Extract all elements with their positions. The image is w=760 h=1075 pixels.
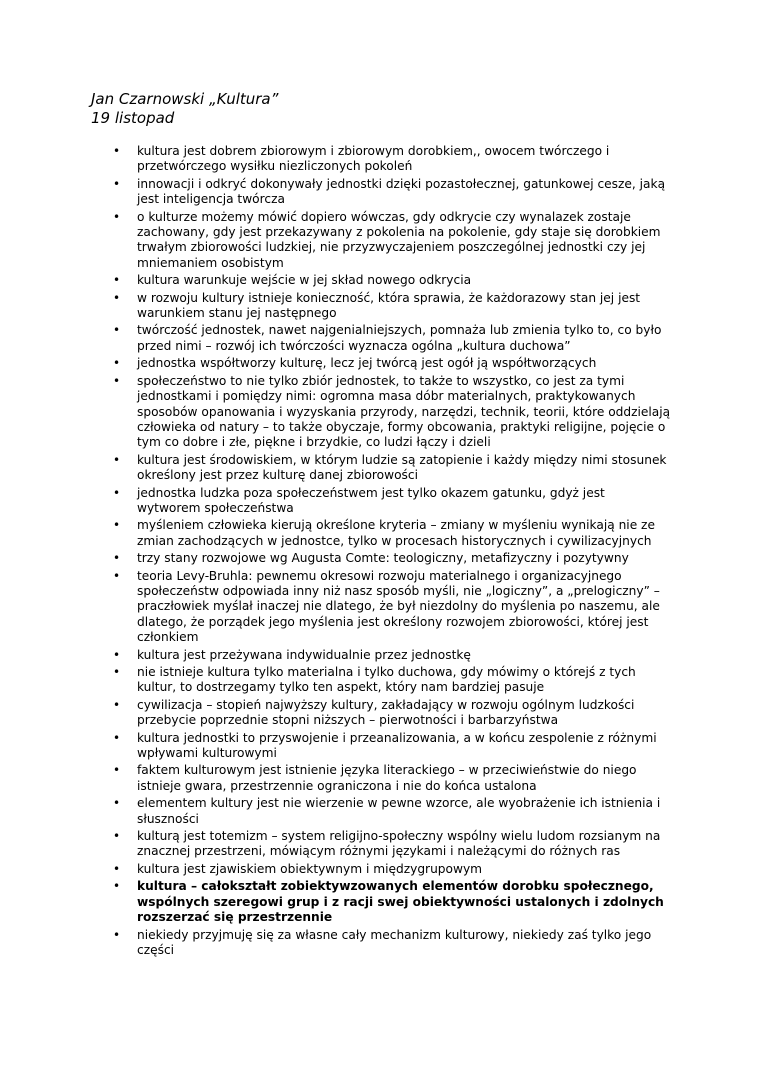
list-item bbox=[113, 290, 672, 322]
list-item bbox=[113, 763, 672, 794]
bullet-icon: • bbox=[113, 323, 121, 338]
list-item bbox=[113, 209, 672, 272]
bullet-icon: • bbox=[113, 763, 121, 778]
list-item bbox=[113, 647, 672, 663]
list-item bbox=[113, 568, 672, 646]
bullet-icon: • bbox=[113, 144, 121, 158]
list-item bbox=[113, 697, 672, 729]
list-item bbox=[113, 927, 672, 959]
bullet-icon: • bbox=[113, 176, 121, 191]
list-item bbox=[113, 551, 672, 566]
list-item bbox=[113, 323, 672, 354]
bullet-icon: • bbox=[113, 551, 121, 566]
list-item bbox=[113, 176, 672, 208]
bullet-icon: • bbox=[113, 373, 121, 388]
bullet-icon: • bbox=[113, 697, 121, 712]
bullet-icon: • bbox=[113, 209, 121, 224]
list-item bbox=[113, 665, 672, 696]
list-item-text: elementem kultury jest nie wierzenie w pewne wzorce, ale wyobrażenie ich istnienia i słuszności bbox=[137, 796, 661, 826]
document-title: Jan Czarnowski „Kultura” bbox=[91, 90, 279, 108]
list-item-text: kultura jest przeżywana indywidualnie przez jednostkę bbox=[137, 647, 471, 662]
list-item-text: nie istnieje kultura tylko materialna i tylko duchowa, gdy mówimy o którejś z tych kultur, to dostrzegamy tylko ten aspekt, który nam bardziej pasuje bbox=[137, 665, 636, 695]
list-item-text: twórczość jednostek, nawet najgenialniejszych, pomnaża lub zmienia tylko to, co było przed nimi – rozwój ich twórczości wyznacza ogólna „kultura duchowa” bbox=[137, 323, 662, 353]
document-header bbox=[91, 90, 278, 128]
list-item-text: teoria Levy-Bruhla: pewnemu okresowi rozwoju materialnego i organizacyjnego społeczeństw odpowiada inny niż nasz sposób myśli, nie „logiczny”, a „prelogiczny” – praczłowiek myślał inaczej nie dlatego, że był niezdolny do myślenia po naszemu, ale dlatego, że porządek jego myślenia jest określony rozwojem zbiorowości, której jest członkiem bbox=[137, 568, 660, 645]
list-item-text: kultura – całokształt zobiektywzowanych elementów dorobku społecznego, wspólnych szeregowi grup i z racji swej obiektywności ustalonych i zdolnych rozszerzać się przestrzennie bbox=[137, 879, 664, 925]
bullet-icon: • bbox=[113, 452, 121, 467]
list-item bbox=[113, 452, 672, 484]
list-item bbox=[113, 730, 672, 762]
notes-list bbox=[113, 144, 672, 960]
list-item-text: innowacji i odkryć dokonywały jednostki dzięki pozastołecznej, gatunkowej cesze, jaką jest inteligencja twórcza bbox=[137, 176, 666, 207]
list-item-text: w rozwoju kultury istnieje konieczność, która sprawia, że każdorazowy stan jej jest warunkiem stanu jej następnego bbox=[137, 290, 641, 321]
bullet-icon: • bbox=[113, 485, 121, 500]
list-item bbox=[113, 373, 672, 451]
bullet-icon: • bbox=[113, 796, 121, 811]
list-item-text: o kulturze możemy mówić dopiero wówczas, gdy odkrycie czy wynalazek zostaje zachowany, gdy jest przekazywany z pokolenia na pokolenie, gdy staje się dorobkiem trwałym zbiorowości ludzkiej, nie przyzwyczajeniem poszczególnej jednostki czy jej mniemaniem osobistym bbox=[137, 209, 661, 270]
list-item bbox=[113, 796, 672, 827]
bullet-icon: • bbox=[113, 647, 121, 662]
bullet-icon: • bbox=[113, 861, 121, 876]
list-item-text: myśleniem człowieka kierują określone kryteria – zmiany w myśleniu wynikają nie ze zmian zachodzących w jednostce, tylko w procesach historycznych i cywilizacyjnych bbox=[137, 518, 655, 548]
list-item-text: cywilizacja – stopień najwyższy kultury, zakładający w rozwoju ogólnym ludzkości przebycie poprzednie stopni niższych – pierwotności i barbarzyństwa bbox=[137, 697, 635, 728]
list-item-text: kultura jednostki to przyswojenie i przeanalizowania, a w końcu zespolenie z różnymi wpływami kulturowymi bbox=[137, 730, 657, 761]
list-item-text: społeczeństwo to nie tylko zbiór jednostek, to także to wszystko, co jest za tymi jednostkami i pomiędzy nimi: ogromna masa dóbr materialnych, praktykowanych sposobów opanowania i wyzyskania przyrody, narzędzi, technik, teorii, które oddzielają człowieka od natury – to także obyczaje, formy obcowania, praktyki religijne, pojęcie o tym co dobre i złe, piękne i brzydkie, co ludzi łączy i dzieli bbox=[137, 373, 671, 450]
bullet-icon: • bbox=[113, 273, 121, 288]
list-item-text: kulturą jest totemizm – system religijno-społeczny wspólny wielu ludom rozsianym na znacznej przestrzeni, mówiącym różnymi językami i należącymi do różnych ras bbox=[137, 829, 661, 859]
list-item-text: niekiedy przyjmuję się za własne cały mechanizm kulturowy, niekiedy zaś tylko jego części bbox=[137, 927, 652, 957]
list-item bbox=[113, 144, 672, 175]
list-item-text: faktem kulturowym jest istnienie języka literackiego – w przeciwieństwie do niego istnieje gwara, przestrzennie ograniczona i nie do końca ustalona bbox=[137, 763, 637, 793]
bullet-icon: • bbox=[113, 829, 121, 844]
list-item bbox=[113, 861, 672, 877]
bullet-icon: • bbox=[113, 518, 121, 533]
list-item bbox=[113, 356, 672, 371]
list-item-text: jednostka współtworzy kulturę, lecz jej twórcą jest ogół ją współtworzących bbox=[137, 356, 597, 371]
list-item bbox=[113, 485, 672, 517]
document-date: 19 listopad bbox=[91, 109, 175, 127]
list-item-text: kultura jest środowiskiem, w którym ludzie są zatopienie i każdy między nimi stosunek określony jest przez kulturę danej zbiorowości bbox=[137, 452, 667, 483]
bullet-icon: • bbox=[113, 568, 121, 583]
list-item bbox=[113, 518, 672, 549]
list-item-text: kultura warunkuje wejście w jej skład nowego odkrycia bbox=[137, 273, 472, 288]
list-item-definition bbox=[113, 879, 672, 925]
bullet-icon: • bbox=[113, 879, 121, 894]
list-item-text: jednostka ludzka poza społeczeństwem jest tylko okazem gatunku, gdyż jest wytworem społeczeństwa bbox=[137, 485, 605, 515]
bullet-icon: • bbox=[113, 290, 121, 305]
list-item-text: kultura jest dobrem zbiorowym i zbiorowym dorobkiem,, owocem twórczego i przetwórczego wysiłku niezliczonych pokoleń bbox=[137, 144, 610, 174]
list-item bbox=[113, 273, 672, 288]
bullet-icon: • bbox=[113, 665, 121, 679]
list-item bbox=[113, 829, 672, 860]
bullet-icon: • bbox=[113, 356, 121, 371]
bullet-icon: • bbox=[113, 927, 121, 942]
list-item-text: kultura jest zjawiskiem obiektywnym i międzygrupowym bbox=[137, 861, 483, 876]
bullet-icon: • bbox=[113, 730, 121, 745]
list-item-text: trzy stany rozwojowe wg Augusta Comte: teologiczny, metafizyczny i pozytywny bbox=[137, 551, 629, 566]
